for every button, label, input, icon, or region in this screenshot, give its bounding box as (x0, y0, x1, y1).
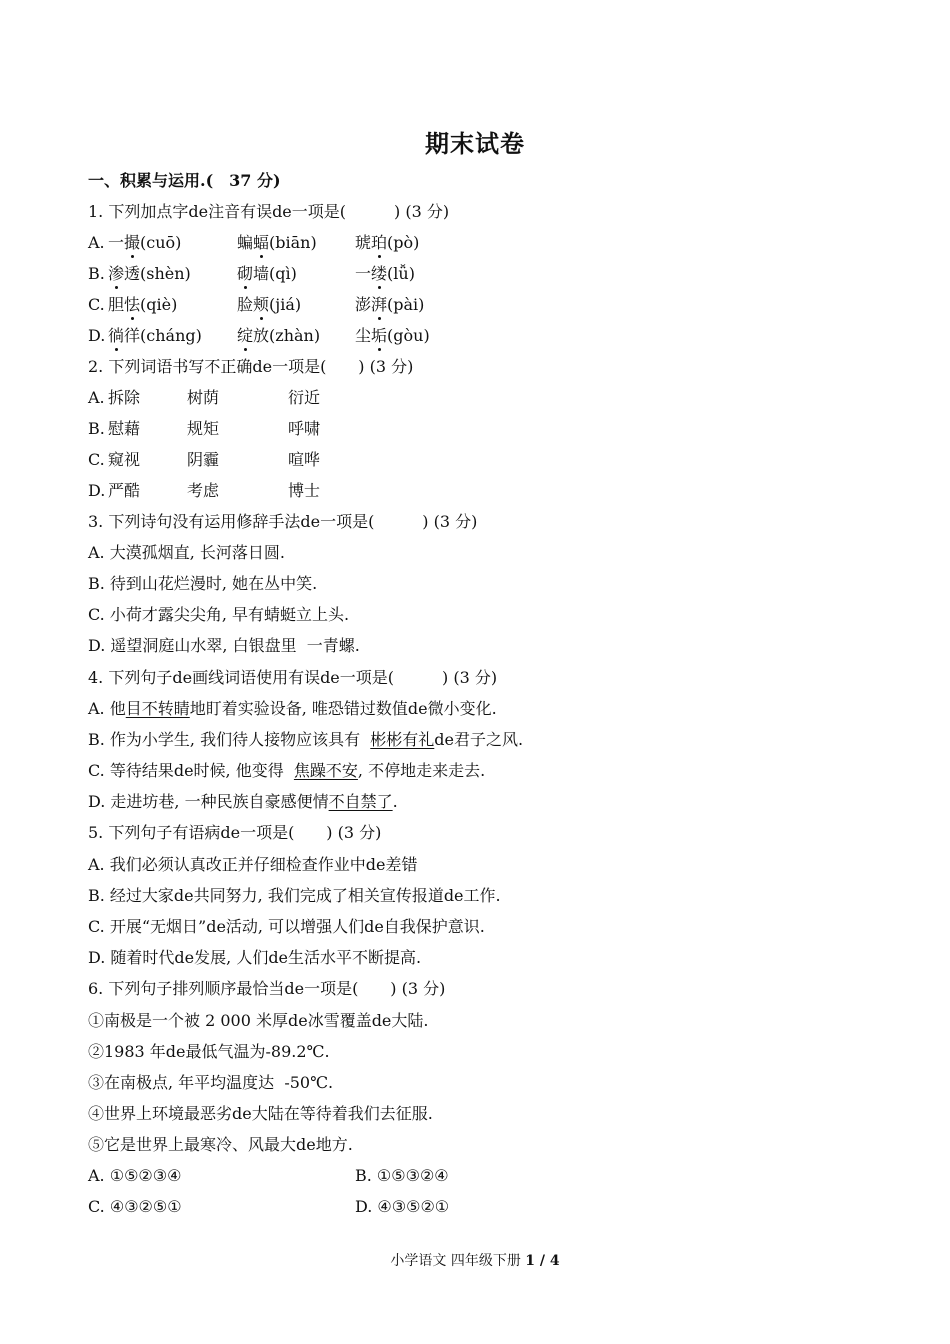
dotted-character: 绽 (237, 326, 254, 345)
question-2-stem: 2. 下列词语书写不正确de一项是( ) (3 分) (88, 357, 414, 376)
underlined-phrase: 不自禁了 (328, 792, 393, 811)
option-word: 规矩 (187, 419, 220, 438)
option-word: 绽放(zhàn) (237, 326, 321, 345)
option-label: B. (88, 264, 105, 283)
option-word: 拆除 (108, 388, 141, 407)
dotted-character: 怯 (124, 295, 141, 314)
option-word: 严酷 (108, 481, 141, 500)
question-6-option: B. ①⑤③②④ (355, 1166, 449, 1185)
question-3-option: D. 遥望洞庭山水翠, 白银盘里 一青螺. (88, 636, 360, 655)
question-5-option: C. 开展“无烟日”de活动, 可以增强人们de自我保护意识. (88, 917, 485, 936)
option-label: D. (88, 326, 106, 345)
question-6-sentence: ②1983 年de最低气温为-89.2℃. (88, 1042, 330, 1061)
question-4-option: B. 作为小学生, 我们待人接物应该具有 彬彬有礼de君子之风. (88, 730, 524, 749)
option-label: A. (88, 388, 105, 407)
question-6-option: C. ④③②⑤① (88, 1197, 182, 1216)
option-word: 考虑 (187, 481, 220, 500)
option-label: A. (88, 233, 105, 252)
question-4-option: C. 等待结果de时候, 他变得 焦躁不安, 不停地走来走去. (88, 761, 486, 780)
dotted-character: 颊 (253, 295, 270, 314)
option-word: 博士 (288, 481, 321, 500)
question-4-option: D. 走进坊巷, 一种民族自豪感便情不自禁了. (88, 792, 398, 811)
question-3-option: B. 待到山花烂漫时, 她在丛中笑. (88, 574, 318, 593)
page-footer: 小学语文 四年级下册 1 / 4 (390, 1253, 560, 1269)
question-6-sentence: ①南极是一个被 2 000 米厚de冰雪覆盖de大陆. (88, 1011, 429, 1030)
question-4-option: A. 他目不转睛地盯着实验设备, 唯恐错过数值de微小变化. (88, 699, 497, 718)
underlined-phrase: 彬彬有礼 (370, 730, 435, 749)
option-word: 窥视 (108, 450, 141, 469)
question-1-stem: 1. 下列加点字de注音有误de一项是( ) (3 分) (88, 202, 450, 221)
section-heading: 一、积累与运用.( 37 分) (88, 171, 281, 190)
option-word: 树荫 (187, 388, 220, 407)
question-3-option: A. 大漠孤烟直, 长河落日圆. (88, 543, 285, 562)
option-word: 徜徉(cháng) (108, 326, 202, 345)
option-word: 一缕(lǚ) (355, 264, 415, 283)
question-6-option: A. ①⑤②③④ (88, 1166, 182, 1185)
dotted-character: 徜 (108, 326, 125, 345)
question-6-sentence: ⑤它是世界上最寒冷、风最大de地方. (88, 1135, 353, 1154)
question-3-stem: 3. 下列诗句没有运用修辞手法de一项是( ) (3 分) (88, 512, 478, 531)
question-6-option: D. ④③⑤②① (355, 1197, 450, 1216)
dotted-character: 珀 (371, 233, 388, 252)
option-word: 砌墙(qì) (237, 264, 297, 283)
option-word: 衍近 (288, 388, 321, 407)
option-word: 琥珀(pò) (355, 233, 420, 252)
page-title: 期末试卷 (425, 129, 525, 158)
option-word: 澎湃(pài) (355, 295, 425, 314)
question-6-stem: 6. 下列句子排列顺序最恰当de一项是( ) (3 分) (88, 979, 446, 998)
option-word: 蝙蝠(biān) (237, 233, 317, 252)
page-number: 1 / 4 (525, 1253, 560, 1269)
option-word: 尘垢(gòu) (355, 326, 430, 345)
question-5-stem: 5. 下列句子有语病de一项是( ) (3 分) (88, 823, 382, 842)
option-word: 脸颊(jiá) (237, 295, 302, 314)
option-label: C. (88, 295, 105, 314)
option-word: 呼啸 (288, 419, 321, 438)
option-word: 喧哗 (288, 450, 321, 469)
option-word: 胆怯(qiè) (108, 295, 178, 314)
question-4-stem: 4. 下列句子de画线词语使用有误de一项是( ) (3 分) (88, 668, 498, 687)
option-word: 阴霾 (187, 450, 220, 469)
dotted-character: 撮 (124, 233, 141, 252)
option-label: B. (88, 419, 105, 438)
question-6-sentence: ③在南极点, 年平均温度达 -50℃. (88, 1073, 334, 1092)
option-label: C. (88, 450, 105, 469)
dotted-character: 缕 (371, 264, 388, 283)
option-label: D. (88, 481, 106, 500)
dotted-character: 垢 (371, 326, 388, 345)
question-5-option: A. 我们必须认真改正并仔细检查作业中de差错 (88, 855, 418, 874)
underlined-phrase: 目不转睛 (125, 699, 190, 718)
option-word: 渗透(shèn) (108, 264, 191, 283)
question-6-sentence: ④世界上环境最恶劣de大陆在等待着我们去征服. (88, 1104, 433, 1123)
dotted-character: 渗 (108, 264, 125, 283)
dotted-character: 蝠 (253, 233, 270, 252)
dotted-character: 砌 (237, 264, 254, 283)
option-word: 慰藉 (108, 419, 141, 438)
question-5-option: D. 随着时代de发展, 人们de生活水平不断提高. (88, 948, 422, 967)
question-3-option: C. 小荷才露尖尖角, 早有蜻蜓立上头. (88, 605, 350, 624)
dotted-character: 湃 (371, 295, 388, 314)
underlined-phrase: 焦躁不安 (293, 761, 358, 780)
option-word: 一撮(cuō) (108, 233, 182, 252)
question-5-option: B. 经过大家de共同努力, 我们完成了相关宣传报道de工作. (88, 886, 501, 905)
